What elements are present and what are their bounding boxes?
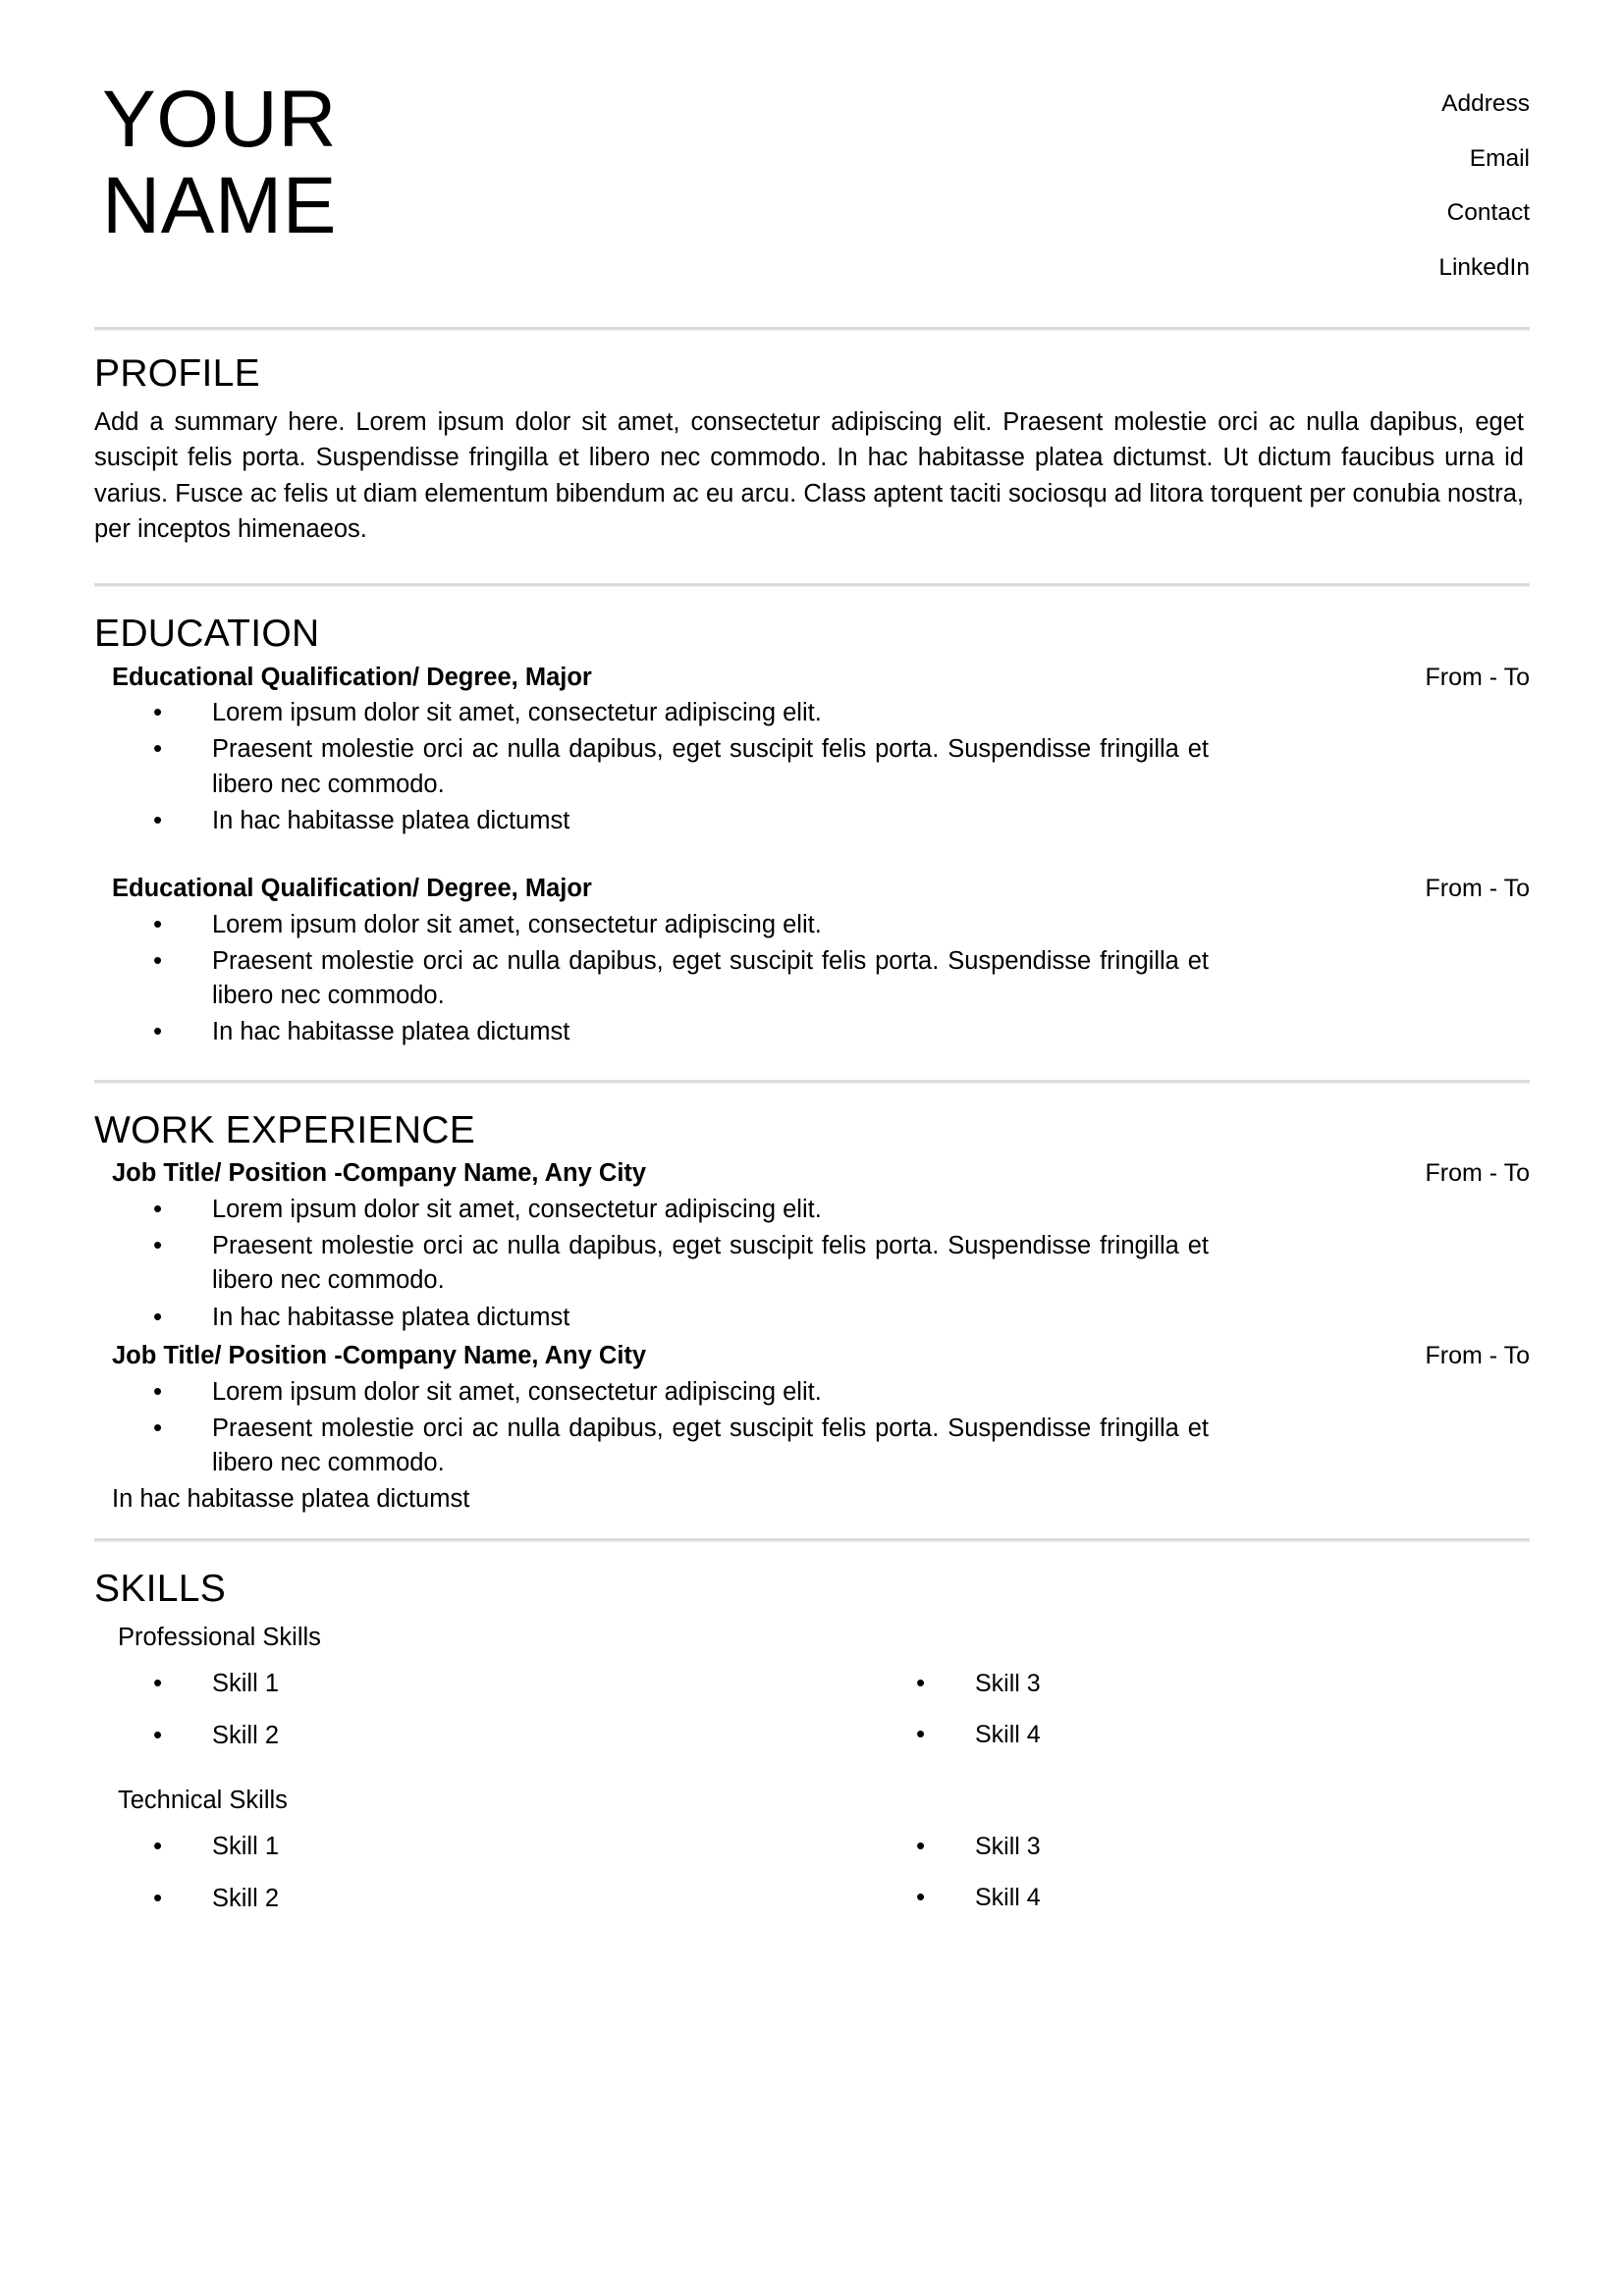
list-item: • Skill 1	[153, 1672, 812, 1697]
education-entry-date: From - To	[1425, 663, 1530, 691]
work-entry-title: Job Title/ Position -Company Name, Any City	[112, 1341, 647, 1369]
work-entry	[94, 1156, 1530, 1335]
education-entry-header	[94, 661, 1530, 695]
skill-list	[94, 1835, 812, 1911]
education-bullet-list	[94, 696, 1209, 838]
skills-column-left	[94, 1672, 812, 1775]
skills-group-professional	[94, 1622, 1530, 1775]
work-entry-title: Job Title/ Position -Company Name, Any City	[112, 1159, 647, 1188]
list-item: • Skill 2	[153, 1887, 812, 1912]
list-item: • Skill 3	[916, 1672, 1530, 1696]
list-item: • Praesent molestie orci ac nulla dapibus, eget suscipit felis porta. Suspendisse fringilla et libero nec commodo.	[153, 732, 1209, 801]
list-item: • Skill 4	[916, 1886, 1530, 1910]
education-section	[0, 587, 1624, 1050]
list-item: • Skill 3	[916, 1835, 1530, 1859]
name-line-first: YOUR	[102, 75, 337, 164]
profile-section	[0, 331, 1624, 548]
skills-section	[0, 1542, 1624, 1938]
education-entry	[94, 661, 1530, 839]
contact-info	[1304, 77, 1530, 280]
profile-body: Add a summary here. Lorem ipsum dolor sit amet, consectetur adipiscing elit. Praesent molestie orci ac nulla dapibus, eget suscipit felis porta. Suspendisse fringilla et libero nec commodo. In hac habitasse platea dictumst. Ut dictum faucibus urna id varius. Fusce ac felis ut diam elementum bibendum ac eu arcu. Class aptent taciti sociosqu ad litora torquent per conubia nostra, per inceptos himenaeos.	[94, 407, 1524, 544]
education-entry-header	[94, 872, 1530, 906]
list-item: • Lorem ipsum dolor sit amet, consectetur adipiscing elit.	[153, 1375, 1209, 1410]
education-entry	[94, 872, 1530, 1050]
skills-grid	[94, 1672, 1530, 1775]
list-item: • Praesent molestie orci ac nulla dapibus, eget suscipit felis porta. Suspendisse fringilla et libero nec commodo.	[153, 1412, 1209, 1480]
contact-linkedin: LinkedIn	[1438, 253, 1530, 281]
contact-phone: Contact	[1446, 199, 1530, 226]
list-item: • Skill 1	[153, 1835, 812, 1860]
list-item: • Lorem ipsum dolor sit amet, consectetur adipiscing elit.	[153, 1193, 1209, 1227]
skill-list	[857, 1672, 1530, 1747]
list-item: • Praesent molestie orci ac nulla dapibus, eget suscipit felis porta. Suspendisse fringilla et libero nec commodo.	[153, 944, 1209, 1013]
list-item: • Lorem ipsum dolor sit amet, consectetur adipiscing elit.	[153, 696, 1209, 730]
work-entry-header	[94, 1156, 1530, 1191]
candidate-name	[94, 77, 731, 248]
work-section	[0, 1084, 1624, 1518]
work-entry-header	[94, 1339, 1530, 1373]
skill-list	[857, 1835, 1530, 1910]
education-bullet-list	[94, 908, 1209, 1050]
skills-column-right	[812, 1672, 1530, 1775]
profile-heading: PROFILE	[94, 352, 260, 395]
skills-group-technical	[94, 1785, 1530, 1938]
list-item: • In hac habitasse platea dictumst	[153, 804, 1209, 838]
skills-heading: SKILLS	[94, 1568, 227, 1611]
list-item: • Skill 2	[153, 1724, 812, 1749]
contact-email: Email	[1469, 144, 1530, 172]
education-entry-title: Educational Qualification/ Degree, Major	[112, 663, 592, 691]
skills-grid	[94, 1835, 1530, 1938]
contact-address: Address	[1441, 90, 1530, 117]
skills-column-left	[94, 1835, 812, 1938]
resume-header	[0, 0, 1624, 280]
name-line-second: NAME	[102, 160, 337, 250]
work-bullet-list	[94, 1193, 1209, 1335]
education-heading: EDUCATION	[94, 612, 320, 655]
list-item: • Praesent molestie orci ac nulla dapibus, eget suscipit felis porta. Suspendisse fringilla et libero nec commodo.	[153, 1229, 1209, 1298]
list-item: • Skill 4	[916, 1723, 1530, 1747]
work-bullet-list	[94, 1375, 1209, 1481]
list-item: • In hac habitasse platea dictumst	[153, 1301, 1209, 1335]
work-heading: WORK EXPERIENCE	[94, 1108, 476, 1151]
work-entry	[94, 1339, 1530, 1518]
work-entry-date: From - To	[1425, 1341, 1530, 1369]
education-entry-title: Educational Qualification/ Degree, Major	[112, 875, 592, 902]
skills-column-right	[812, 1835, 1530, 1938]
skills-group-label: Professional Skills	[118, 1624, 321, 1652]
skill-list	[94, 1672, 812, 1748]
work-trailing-line: In hac habitasse platea dictumst	[112, 1485, 470, 1514]
list-item: • Lorem ipsum dolor sit amet, consectetur adipiscing elit.	[153, 908, 1209, 942]
work-entry-date: From - To	[1425, 1159, 1530, 1188]
list-item: • In hac habitasse platea dictumst	[153, 1015, 1209, 1049]
education-entry-date: From - To	[1425, 875, 1530, 902]
skills-group-label: Technical Skills	[118, 1787, 288, 1815]
